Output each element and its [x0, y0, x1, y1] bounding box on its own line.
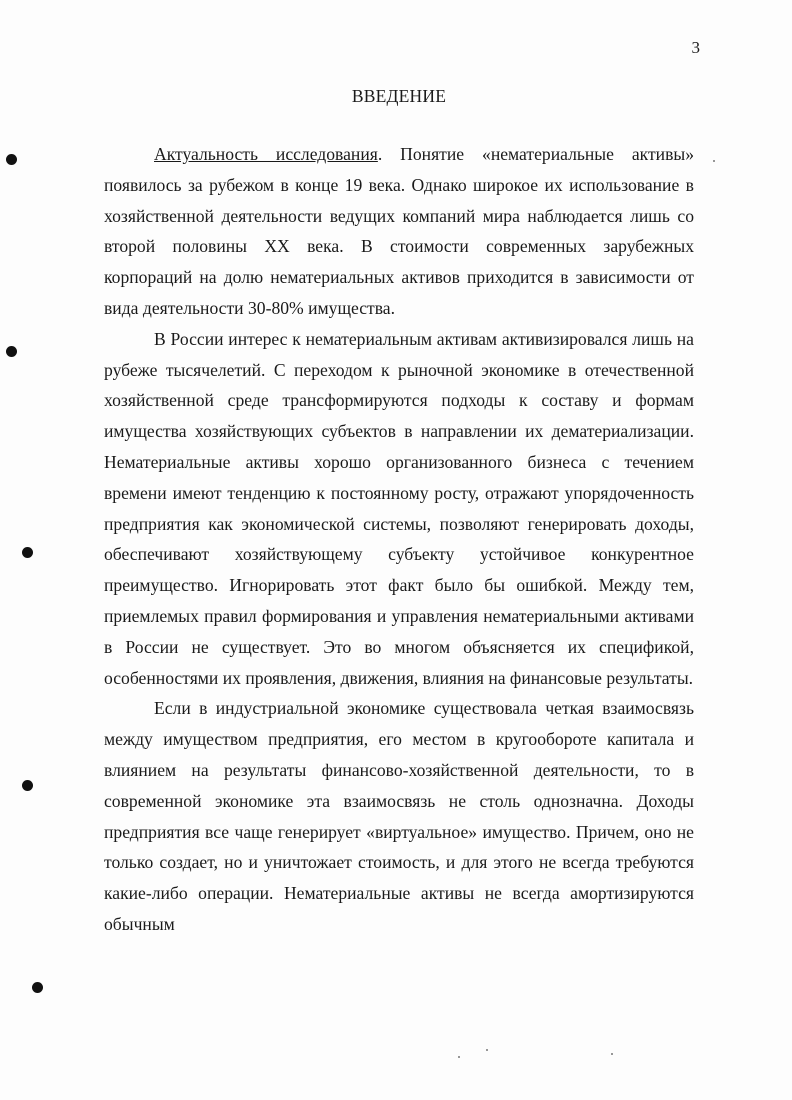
scan-speck	[486, 1049, 488, 1051]
punch-hole-4	[22, 780, 33, 791]
body-text	[104, 139, 694, 940]
paragraph-1	[104, 139, 694, 324]
page-number: 3	[691, 38, 700, 57]
punch-hole-1	[6, 154, 17, 165]
paragraph-3: Если в индустриальной экономике существовала четкая взаимосвязь между имуществом предприятия, его местом в кругообороте капитала и влиянием на результаты финансово-хозяйственной деятельности, то в современной экономике эта взаимосвязь не столь однозначна. Доходы предприятия все чаще генерирует «виртуальное» имущество. Причем, оно не только создает, но и уничтожает стоимость, и для этого не всегда требуются какие-либо операции. Нематериальные активы не всегда амортизируются обычным	[104, 698, 694, 934]
paragraph-2: В России интерес к нематериальным активам активизировался лишь на рубеже тысячелетий. С переходом к рыночной экономике в отечественной хозяйственной среде трансформируются подходы к составу и формам имущества хозяйствующих субъектов в направлении их дематериализации. Нематериальные активы хорошо организованного бизнеса с течением времени имеют тенденцию к постоянному росту, отражают упорядоченность предприятия как экономической системы, позволяют генерировать доходы, обеспечивают хозяйствующему субъекту устойчивое конкурентное преимущество. Игнорировать этот факт было бы ошибкой. Между тем, приемлемых правил формирования и управления нематериальными активами в России не существует. Это во многом объясняется их спецификой, особенностями их проявления, движения, влияния на финансовые результаты.	[104, 328, 694, 688]
scan-speck	[611, 1053, 613, 1055]
page-title: ВВЕДЕНИЕ	[351, 86, 447, 106]
punch-hole-5	[32, 982, 43, 993]
paragraph-1-text: . Понятие «нематериальные активы» появилось за рубежом в конце 19 века. Однако широкое их использование в хозяйственной деятельности ведущих компаний мира наблюдается лишь со второй половины XX века. В стоимости современных зарубежных корпораций на долю нематериальных активов приходится в зависимости от вида деятельности 30-80% имущества.	[104, 144, 694, 318]
paragraph-1-lead: Актуальность исследования	[154, 144, 378, 164]
punch-hole-3	[22, 547, 33, 558]
punch-hole-2	[6, 346, 17, 357]
scan-speck	[713, 160, 715, 162]
scan-speck	[458, 1056, 460, 1058]
